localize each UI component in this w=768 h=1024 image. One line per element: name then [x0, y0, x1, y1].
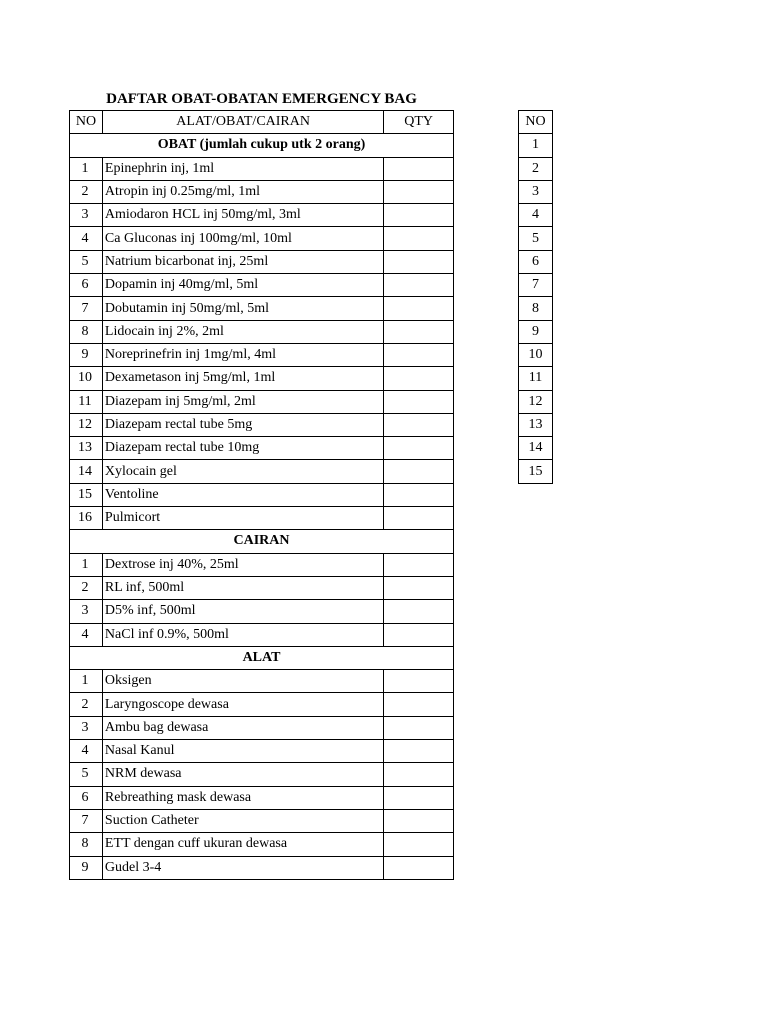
- item-name: RL inf, 500ml: [102, 576, 383, 599]
- side-row: [519, 320, 553, 343]
- side-row: [519, 157, 553, 180]
- item-name: NRM dewasa: [102, 763, 383, 786]
- section-title: OBAT (jumlah cukup utk 2 orang): [70, 134, 454, 157]
- table-row: [70, 157, 454, 180]
- row-number: 1: [70, 157, 103, 180]
- table-row: [70, 507, 454, 530]
- row-number: 4: [70, 227, 103, 250]
- qty-cell: [384, 250, 454, 273]
- side-number: 12: [519, 390, 553, 413]
- side-number-table: [518, 110, 553, 484]
- side-row: [519, 297, 553, 320]
- item-name: Lidocain inj 2%, 2ml: [102, 320, 383, 343]
- item-name: Dextrose inj 40%, 25ml: [102, 553, 383, 576]
- section-row: [70, 530, 454, 553]
- side-number: 10: [519, 343, 553, 366]
- table-row: [70, 320, 454, 343]
- side-number: 7: [519, 274, 553, 297]
- item-name: NaCl inf 0.9%, 500ml: [102, 623, 383, 646]
- section-row: [70, 134, 454, 157]
- side-row: [519, 227, 553, 250]
- row-number: 16: [70, 507, 103, 530]
- row-number: 8: [70, 320, 103, 343]
- table-row: [70, 343, 454, 366]
- row-number: 1: [70, 670, 103, 693]
- section-row: [70, 646, 454, 669]
- table-row: [70, 786, 454, 809]
- side-number: 4: [519, 204, 553, 227]
- side-row: [519, 134, 553, 157]
- row-number: 5: [70, 250, 103, 273]
- qty-cell: [384, 856, 454, 879]
- qty-cell: [384, 297, 454, 320]
- row-number: 2: [70, 693, 103, 716]
- qty-cell: [384, 623, 454, 646]
- side-number: 11: [519, 367, 553, 390]
- table-row: [70, 856, 454, 879]
- side-number: 14: [519, 437, 553, 460]
- table-row: [70, 576, 454, 599]
- item-name: Nasal Kanul: [102, 740, 383, 763]
- row-number: 7: [70, 809, 103, 832]
- qty-cell: [384, 437, 454, 460]
- row-number: 3: [70, 600, 103, 623]
- table-row: [70, 740, 454, 763]
- document-title: DAFTAR OBAT-OBATAN EMERGENCY BAG: [106, 91, 417, 107]
- row-number: 9: [70, 343, 103, 366]
- section-title: CAIRAN: [70, 530, 454, 553]
- qty-cell: [384, 413, 454, 436]
- table-row: [70, 250, 454, 273]
- row-number: 3: [70, 204, 103, 227]
- table-row: [70, 460, 454, 483]
- table-row: [70, 833, 454, 856]
- item-name: Dopamin inj 40mg/ml, 5ml: [102, 274, 383, 297]
- table-row: [70, 367, 454, 390]
- row-number: 2: [70, 576, 103, 599]
- side-header-row: [519, 111, 553, 134]
- side-number: 15: [519, 460, 553, 483]
- table-row: [70, 297, 454, 320]
- side-number: 13: [519, 413, 553, 436]
- qty-cell: [384, 553, 454, 576]
- section-title: ALAT: [70, 646, 454, 669]
- row-number: 10: [70, 367, 103, 390]
- item-name: Laryngoscope dewasa: [102, 693, 383, 716]
- table-row: [70, 693, 454, 716]
- side-row: [519, 274, 553, 297]
- item-name: Suction Catheter: [102, 809, 383, 832]
- qty-cell: [384, 693, 454, 716]
- side-number: 8: [519, 297, 553, 320]
- header-row: [70, 111, 454, 134]
- row-number: 11: [70, 390, 103, 413]
- side-row: [519, 390, 553, 413]
- item-name: Pulmicort: [102, 507, 383, 530]
- item-name: Diazepam rectal tube 10mg: [102, 437, 383, 460]
- item-name: Epinephrin inj, 1ml: [102, 157, 383, 180]
- side-number: 9: [519, 320, 553, 343]
- table-row: [70, 553, 454, 576]
- header-qty: QTY: [384, 111, 454, 134]
- row-number: 3: [70, 716, 103, 739]
- row-number: 6: [70, 786, 103, 809]
- item-name: Dexametason inj 5mg/ml, 1ml: [102, 367, 383, 390]
- item-name: Ambu bag dewasa: [102, 716, 383, 739]
- qty-cell: [384, 320, 454, 343]
- qty-cell: [384, 180, 454, 203]
- qty-cell: [384, 600, 454, 623]
- qty-cell: [384, 716, 454, 739]
- qty-cell: [384, 343, 454, 366]
- item-name: Dobutamin inj 50mg/ml, 5ml: [102, 297, 383, 320]
- side-row: [519, 437, 553, 460]
- qty-cell: [384, 274, 454, 297]
- side-number: 2: [519, 157, 553, 180]
- table-row: [70, 670, 454, 693]
- row-number: 2: [70, 180, 103, 203]
- qty-cell: [384, 576, 454, 599]
- side-row: [519, 180, 553, 203]
- qty-cell: [384, 157, 454, 180]
- qty-cell: [384, 367, 454, 390]
- side-row: [519, 250, 553, 273]
- qty-cell: [384, 740, 454, 763]
- side-number: 3: [519, 180, 553, 203]
- item-name: ETT dengan cuff ukuran dewasa: [102, 833, 383, 856]
- table-row: [70, 763, 454, 786]
- table-row: [70, 483, 454, 506]
- row-number: 4: [70, 623, 103, 646]
- item-name: Gudel 3-4: [102, 856, 383, 879]
- item-name: Noreprinefrin inj 1mg/ml, 4ml: [102, 343, 383, 366]
- side-row: [519, 343, 553, 366]
- row-number: 1: [70, 553, 103, 576]
- item-name: Natrium bicarbonat inj, 25ml: [102, 250, 383, 273]
- row-number: 14: [70, 460, 103, 483]
- side-row: [519, 413, 553, 436]
- side-row: [519, 460, 553, 483]
- item-name: Rebreathing mask dewasa: [102, 786, 383, 809]
- item-name: Diazepam inj 5mg/ml, 2ml: [102, 390, 383, 413]
- row-number: 4: [70, 740, 103, 763]
- qty-cell: [384, 670, 454, 693]
- table-row: [70, 274, 454, 297]
- qty-cell: [384, 833, 454, 856]
- qty-cell: [384, 763, 454, 786]
- row-number: 7: [70, 297, 103, 320]
- row-number: 15: [70, 483, 103, 506]
- qty-cell: [384, 227, 454, 250]
- table-row: [70, 716, 454, 739]
- item-name: D5% inf, 500ml: [102, 600, 383, 623]
- item-name: Atropin inj 0.25mg/ml, 1ml: [102, 180, 383, 203]
- qty-cell: [384, 390, 454, 413]
- qty-cell: [384, 507, 454, 530]
- row-number: 13: [70, 437, 103, 460]
- side-header-no: NO: [519, 111, 553, 134]
- side-row: [519, 367, 553, 390]
- qty-cell: [384, 460, 454, 483]
- table-row: [70, 623, 454, 646]
- row-number: 8: [70, 833, 103, 856]
- item-name: Amiodaron HCL inj 50mg/ml, 3ml: [102, 204, 383, 227]
- header-item: ALAT/OBAT/CAIRAN: [102, 111, 383, 134]
- item-name: Ventoline: [102, 483, 383, 506]
- row-number: 12: [70, 413, 103, 436]
- side-number: 6: [519, 250, 553, 273]
- row-number: 6: [70, 274, 103, 297]
- item-name: Diazepam rectal tube 5mg: [102, 413, 383, 436]
- item-name: Ca Gluconas inj 100mg/ml, 10ml: [102, 227, 383, 250]
- table-row: [70, 413, 454, 436]
- qty-cell: [384, 786, 454, 809]
- table-row: [70, 204, 454, 227]
- emergency-bag-table: [69, 110, 454, 880]
- side-number: 5: [519, 227, 553, 250]
- row-number: 9: [70, 856, 103, 879]
- table-row: [70, 227, 454, 250]
- qty-cell: [384, 809, 454, 832]
- table-row: [70, 390, 454, 413]
- qty-cell: [384, 483, 454, 506]
- table-row: [70, 600, 454, 623]
- item-name: Xylocain gel: [102, 460, 383, 483]
- side-row: [519, 204, 553, 227]
- row-number: 5: [70, 763, 103, 786]
- side-number: 1: [519, 134, 553, 157]
- header-no: NO: [70, 111, 103, 134]
- table-row: [70, 180, 454, 203]
- table-row: [70, 437, 454, 460]
- item-name: Oksigen: [102, 670, 383, 693]
- table-row: [70, 809, 454, 832]
- qty-cell: [384, 204, 454, 227]
